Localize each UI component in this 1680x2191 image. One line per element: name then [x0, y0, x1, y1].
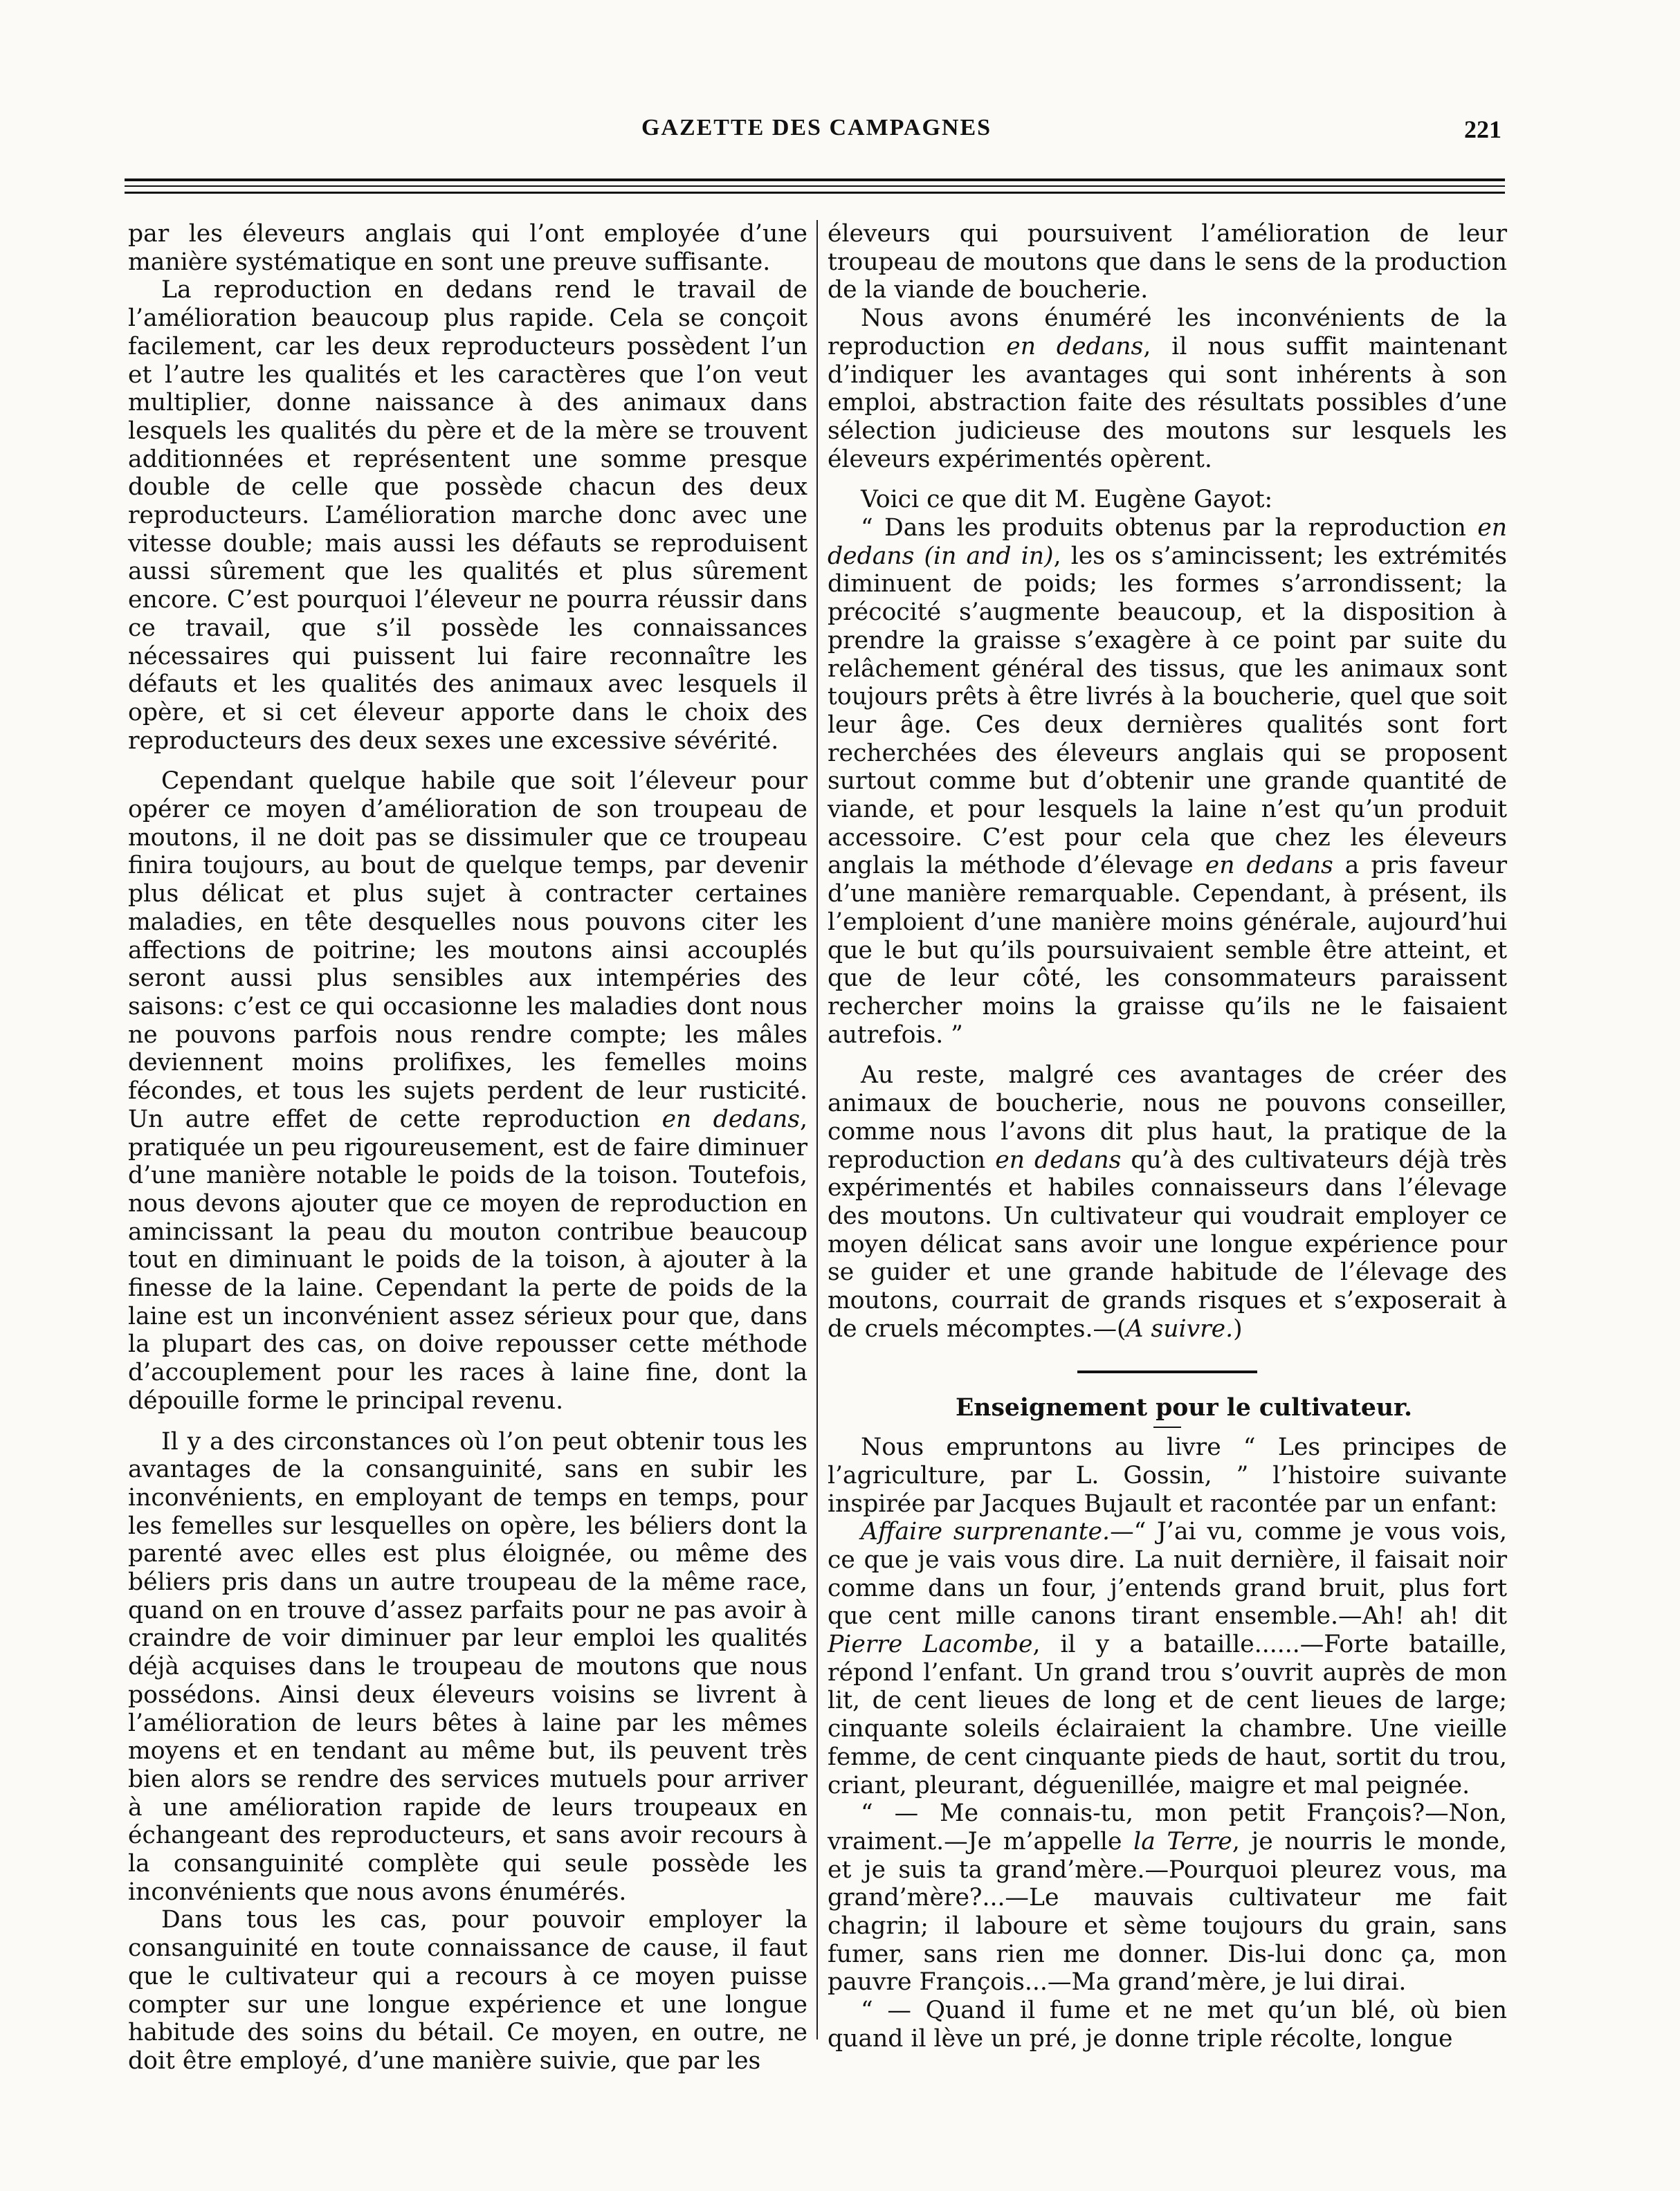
header-rule-middle — [125, 185, 1505, 187]
emphasis: en dedans — [995, 1146, 1122, 1174]
emphasis: en dedans — [1205, 852, 1333, 880]
paragraph: Nous empruntons au livre “ Les principes de l’agriculture, par L. Gossin, ” l’histoire suivante inspirée par Jacques Bujault et racontée par un enfant: — [828, 1433, 1507, 1518]
title-rule — [1153, 1427, 1181, 1428]
right-column — [828, 220, 1508, 2053]
emphasis: en dedans (in and in) — [828, 514, 1507, 570]
paragraph: Dans tous les cas, pour pouvoir employer la consanguinité en toute connaissance de cause, il faut que le cultivateur qui a recours à ce moyen puisse compter sur une longue expérience et une longue habitude des soins du bétail. Ce moyen, en outre, ne doit être employé, d’une manière suivie, que par les — [128, 1906, 807, 2075]
emphasis: la Terre — [1133, 1827, 1232, 1855]
emphasis: Pierre Lacombe — [828, 1631, 1033, 1659]
section-title: Enseignement pour le cultivateur. — [955, 1394, 1413, 1422]
paragraph: Au reste, malgré ces avantages de créer des animaux de boucherie, nous ne pouvons conseiller, comme nous l’avons dit plus haut, la pratique de la reproduction en dedans qu’à des cultivateurs déjà très expérimentés et habiles connaisseurs dans l’élevage des moutons. Un cultivateur qui voudrait employer ce moyen délicat sans avoir une longue expérience pour se guider et une grande habitude de l’élevage des moutons, courrait de grands risques et s’exposerait à de cruels mécomptes.—(A suivre.) — [828, 1061, 1507, 1343]
paragraph: par les éleveurs anglais qui l’ont employée d’une manière systématique en sont une preuve suffisante. — [128, 220, 807, 276]
emphasis: en dedans — [1006, 332, 1144, 360]
left-column — [128, 220, 807, 2075]
page-number: 221 — [1464, 116, 1501, 143]
emphasis: en dedans — [661, 1105, 800, 1133]
paragraph: Nous avons énuméré les inconvénients de la reproduction en dedans, il nous suffit maintenant d’indiquer les avantages qui sont inhérents à son emploi, abstraction faite des résultats possibles d’une sélection judicieuse des moutons sur lesquels les éleveurs expérimentés opèrent. — [828, 304, 1508, 473]
column-divider — [816, 220, 818, 2039]
paragraph: La reproduction en dedans rend le travail de l’amélioration beaucoup plus rapide. Cela se conçoit facilement, car les deux reproducteurs possèdent l’un et l’autre les qualités et les caractères que l’on veut multiplier, donne naissance à des animaux dans lesquels les qualités du père et de la mère se trouvent additionnées et représentent une somme presque double de celle que possède chacun des deux reproducteurs. L’amélioration marche donc avec une vitesse double; mais aussi les défauts se reproduisent aussi sûrement que les qualités et plus sûrement encore. C’est pourquoi l’éleveur ne pourra réussir dans ce travail, que s’il possède les connaissances nécessaires qui puissent lui faire reconnaître les défauts et les qualités des animaux avec lesquels il opère, et si cet éleveur apporte dans le choix des reproducteurs des deux sexes une excessive sévérité. — [128, 276, 807, 755]
header-rule-bottom — [125, 192, 1505, 194]
paragraph: Cependant quelque habile que soit l’éleveur pour opérer ce moyen d’amélioration de son troupeau de moutons, il ne doit pas se dissimuler que ce troupeau finira toujours, au bout de quelque temps, par devenir plus délicat et plus sujet à contracter certaines maladies, en tête desquelles nous pouvons citer les affections de poitrine; les moutons ainsi accouplés seront aussi plus sensibles aux intempéries des saisons: c’est ce qui occasionne les maladies dont nous ne pouvons parfois nous rendre compte; les mâles deviennent moins prolifixes, les femelles moins fécondes, et tous les sujets perdent de leur rusticité. Un autre effet de cette reproduction en dedans, pratiquée un peu rigoureusement, est de faire diminuer d’une manière notable le poids de la toison. Toutefois, nous devons ajouter que ce moyen de reproduction en amincissant la peau du mouton contribue beaucoup tout en diminuant le poids de la toison, à ajouter à la finesse de la laine. Cependant la perte de poids de la laine est un inconvénient assez sérieux pour que, dans la plupart des cas, on doive repousser cette méthode d’accouplement pour les races à laine fine, dont la dépouille forme le principal revenu. — [128, 767, 807, 1415]
paragraph: “ — Quand il fume et ne met qu’un blé, où bien quand il lève un pré, je donne triple récolte, longue — [828, 1997, 1507, 2053]
emphasis: A suivre. — [1126, 1314, 1234, 1343]
paragraph: “ — Me connais-tu, mon petit François?—Non, vraiment.—Je m’appelle la Terre, je nourris le monde, et je suis ta grand’mère.—Pourquoi pleurez vous, ma grand’mère?...—Le mauvais cultivateur me fait chagrin; il laboure et sème toujours du grain, sans fumer, sans rien me donner. Dis-lui donc ça, mon pauvre François...—Ma grand’mère, je lui dirai. — [828, 1799, 1508, 1997]
paragraph: éleveurs qui poursuivent l’amélioration de leur troupeau de moutons que dans le sens de la production de la viande de boucherie. — [828, 220, 1507, 304]
page-header — [125, 111, 1508, 152]
header-rule-top — [125, 178, 1505, 181]
emphasis: Affaire surprenante. — [861, 1518, 1111, 1546]
section-divider — [1077, 1370, 1257, 1373]
publication-title: GAZETTE DES CAMPAGNES — [641, 115, 992, 140]
paragraph: Il y a des circonstances où l’on peut obtenir tous les avantages de la consanguinité, sans en subir les inconvénients, en employant de temps en temps, pour les femelles sur lesquelles on opère, les béliers dont la parenté avec elles est plus éloignée, ou même des béliers pris dans un autre troupeau de la même race, quand on en trouve d’assez parfaits pour ne pas avoir à craindre de voir diminuer par leur emploi les qualités déjà acquises dans le troupeau de moutons que nous possédons. Ainsi deux éleveurs voisins se livrent à l’amélioration de leurs bêtes à laine par les mêmes moyens et en tendant au même but, ils peuvent très bien alors se rendre des services mutuels pour arriver à une amélioration rapide de leurs troupeaux en échangeant des reproducteurs, et sans avoir recours à la consanguinité complète qui seule possède les inconvénients que nous avons énumérés. — [128, 1427, 807, 1906]
paragraph: Affaire surprenante.—“ J’ai vu, comme je vous vois, ce que je vais vous dire. La nuit dernière, il faisait noir comme dans un four, j’entends grand bruit, plus fort que cent mille canons tirant ensemble.—Ah! ah! dit Pierre Lacombe, il y a bataille......—Forte bataille, répond l’enfant. Un grand trou s’ouvrit auprès de mon lit, de cent lieues de long et de cent lieues de large; cinquante soleils éclairaient la chambre. Une vieille femme, de cent cinquante pieds de haut, sortit du trou, criant, pleurant, déguenillée, maigre et mal peignée. — [828, 1518, 1507, 1799]
paragraph: Voici ce que dit M. Eugène Gayot: — [861, 486, 1273, 514]
quotation: “ Dans les produits obtenus par la reproduction en dedans (in and in), les os s’amincissent; les extrémités diminuent de poids; les formes s’arrondissent; la précocité s’augmente beaucoup, et la disposition à prendre la graisse s’exagère à ce point par suite du relâchement général des tissus, que les animaux sont toujours prêts à être livrés à la boucherie, quel que soit leur âge. Ces deux dernières qualités sont fort recherchées des éleveurs anglais qui se proposent surtout comme but d’obtenir une grande quantité de viande, et pour lesquels la laine n’est qu’un produit accessoire. C’est pour cela que chez les éleveurs anglais la méthode d’élevage en dedans a pris faveur d’une manière remarquable. Cependant, à présent, ils l’emploient d’une manière moins générale, aujourd’hui que le but qu’ils poursuivaient semble être atteint, et que de leur côté, les consommateurs paraissent rechercher moins la graisse qu’ils ne le faisaient autrefois. ” — [828, 514, 1508, 1049]
